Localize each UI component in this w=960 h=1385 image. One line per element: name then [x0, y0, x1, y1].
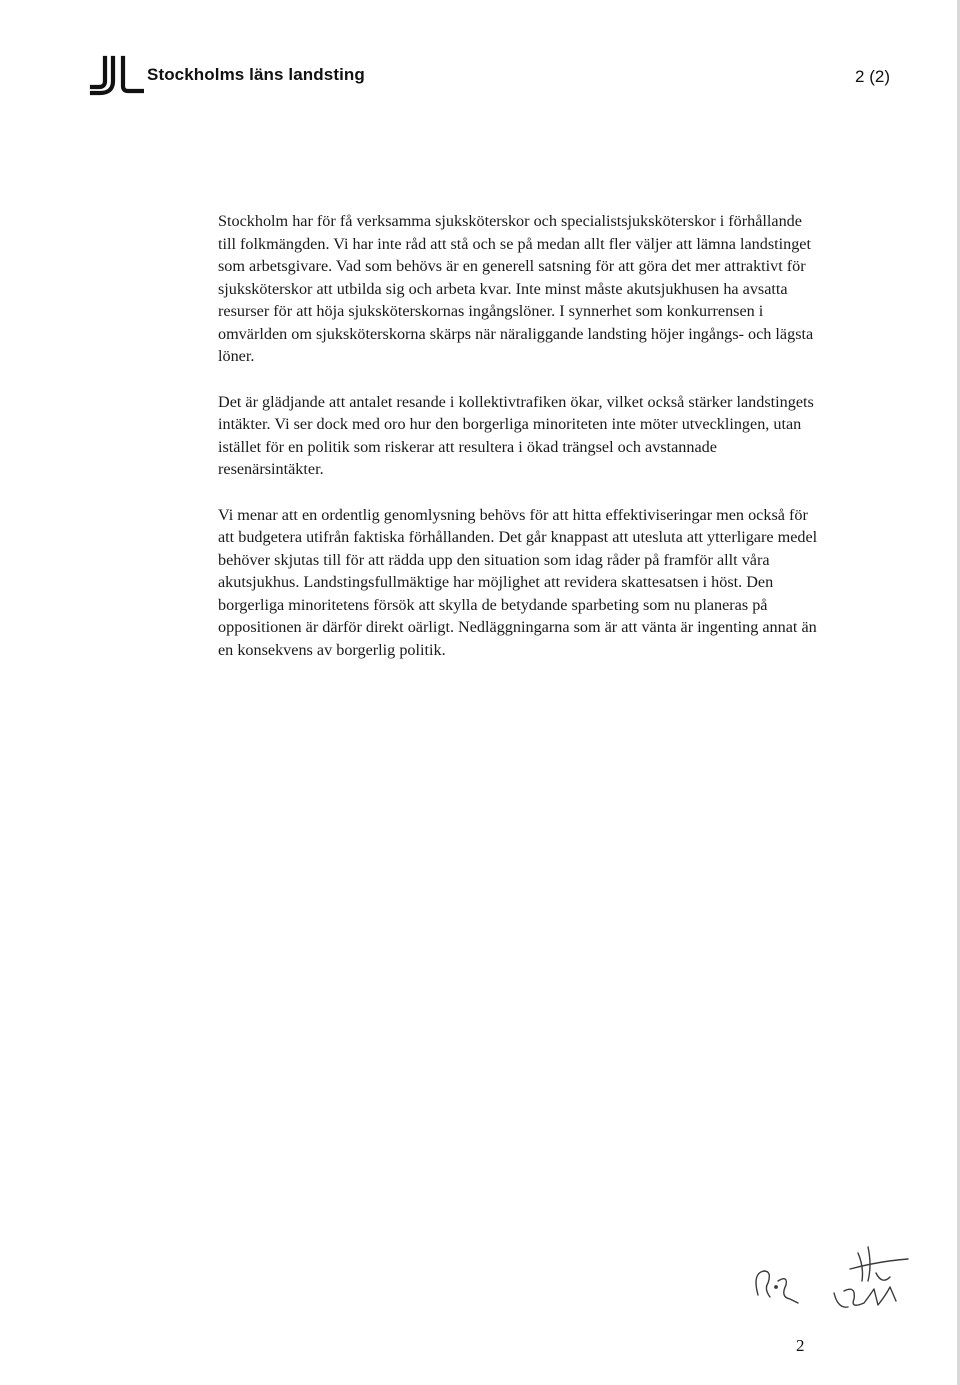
paragraph-3: Vi menar att en ordentlig genomlysning behövs för att hitta effektiviseringar men också för att budgetera utifrån faktiska förhållanden. Det går knappast att utesluta att ytterligare medel behöver skjutas till för att rädda upp den situation som idag råder på framför allt våra akutsjukhus. Landstingsfullmäktige har möjlighet att revidera skattesatsen i höst. Den borgerliga minoritetens försök att skylla de betydande sparbeting som nu planeras på oppositionen är därför direkt oärligt. Nedläggningarna som är att vänta är ingenting annat än en konsekvens av borgerlig politik.: [218, 505, 818, 659]
sll-logo-icon: [88, 52, 144, 96]
page-counter: 2 (2): [855, 67, 890, 86]
organization-name: Stockholms läns landsting: [147, 65, 365, 84]
paragraph-1: Stockholm har för få verksamma sjuksköterskor och specialistsjuksköterskor i förhållande till folkmängden. Vi har inte råd att stå och se på medan allt fler väljer att lämna landstinget som arbetsgivare. Vad som behövs är en generell satsning för att göra det mer attraktivt för sjuksköterskor att utbilda sig och arbeta kvar. Inte minst måste akutsjukhusen ha avsatta resurser för att höja sjuksköterskornas ingångslöner. I synnerhet som konkurrensen i omvärlden om sjuksköterskorna skärps när näraliggande landsting höjer ingångs- och lägsta löner.: [218, 212, 814, 365]
footer-page-number: 2: [796, 1336, 805, 1355]
paragraph-2: Det är glädjande att antalet resande i kollektivtrafiken ökar, vilket också stärker landstingets intäkter. Vi ser dock med oro hur den borgerliga minoriteten inte möter utvecklingen, utan istället för en politik som riskerar att resultera i ökad trängsel och avstannade resenärsintäkter.: [218, 392, 814, 478]
page-header: [88, 52, 890, 100]
document-body: [218, 210, 818, 684]
handwritten-initials-icon: [740, 1225, 920, 1325]
